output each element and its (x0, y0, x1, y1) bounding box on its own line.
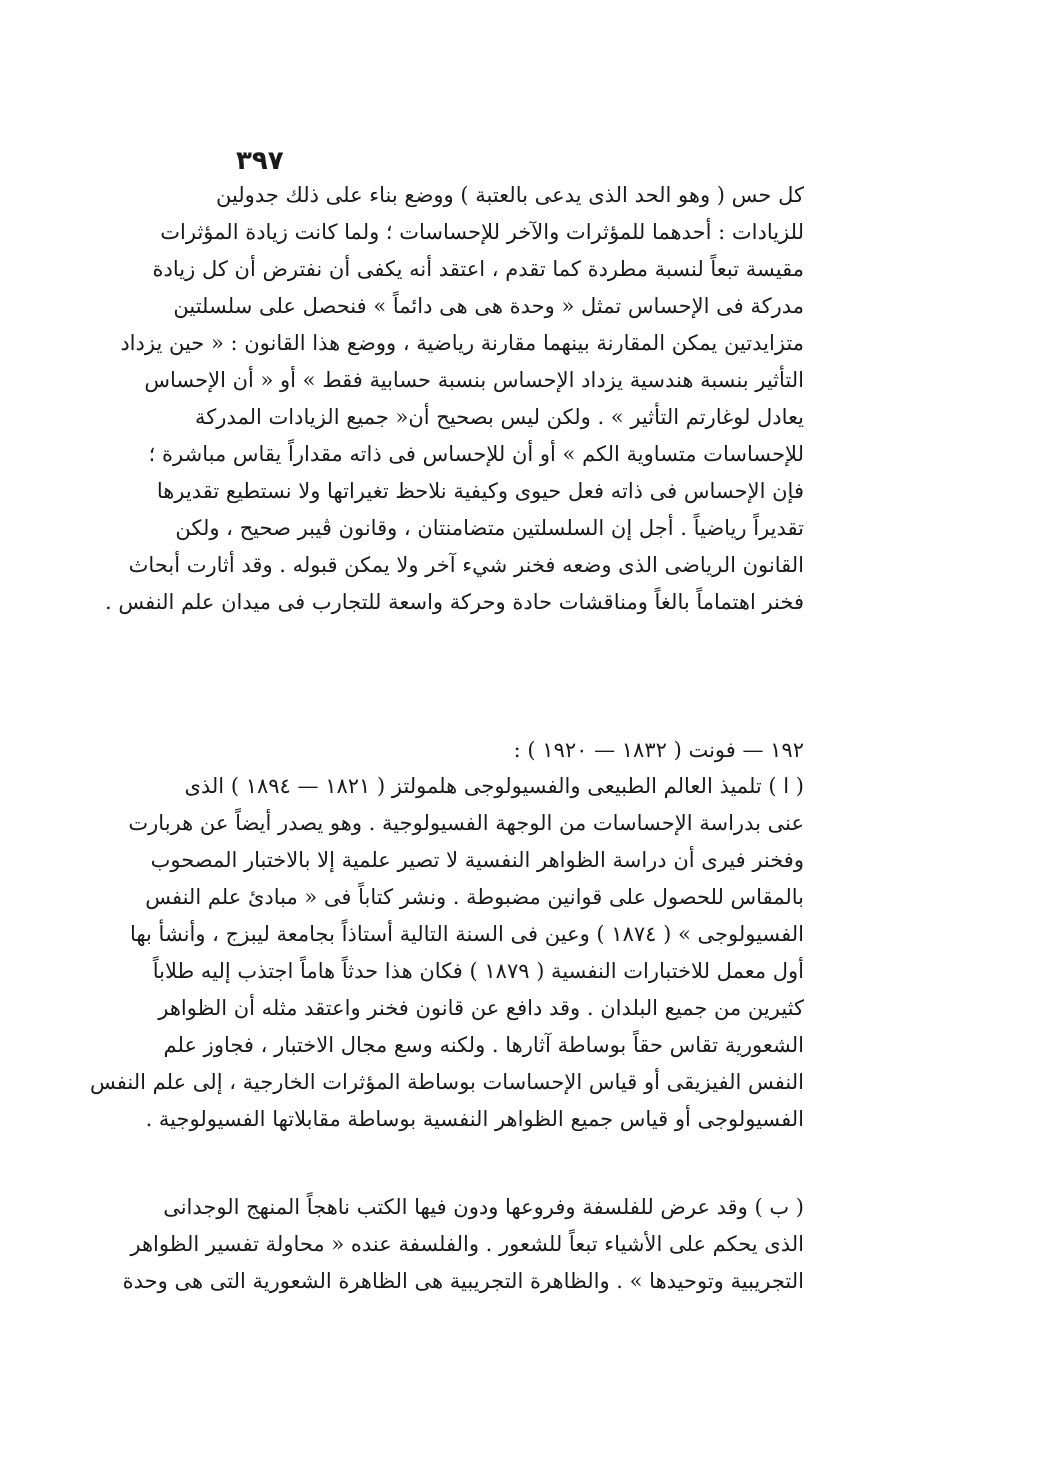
text-line: أول معمل للاختبارات النفسية ( ١٨٧٩ ) فكان هذا حدثاً هاماً اجتذب إليه طلاباً (152, 959, 804, 983)
section-heading: ١٩٢ — فونت ( ١٨٣٢ — ١٩٢٠ ) : (513, 738, 804, 762)
text-line: ( ب ) وقد عرض للفلسفة وفروعها ودون فيها الكتب ناهجاً المنهج الوجدانى (163, 1195, 804, 1219)
text-line: مدركة فى الإحساس تمثل « وحدة هى هى دائماً » فنحصل على سلسلتين (173, 294, 804, 318)
paragraph-weber-fechner (104, 177, 804, 621)
text-line: وفخنر فيرى أن دراسة الظواهر النفسية لا تصير علمية إلا بالاختبار المصحوب (150, 848, 804, 872)
text-line: كل حس ( وهو الحد الذى يدعى بالعتبة ) ووضع بناء على ذلك جدولين (215, 183, 804, 207)
text-line: للإحساسات متساوية الكم » أو أن للإحساس فى ذاته مقداراً يقاس مباشرة ؛ (148, 442, 804, 466)
text-line: التأثير بنسبة هندسية يزداد الإحساس بنسبة حسابية فقط » أو « أن الإحساس (144, 368, 804, 392)
text-line: عنى بدراسة الإحساسات من الوجهة الفسيولوجية . وهو يصدر أيضاً عن هربارت (128, 811, 804, 835)
text-line: فخنر اهتماماً بالغاً ومناقشات حادة وحركة واسعة للتجارب فى ميدان علم النفس . (104, 590, 804, 614)
text-line: كثيرين من جميع البلدان . وقد دافع عن قانون فخنر واعتقد مثله أن الظواهر (158, 996, 804, 1020)
text-line: الفسيولوجى أو قياس جميع الظواهر النفسية بوساطة مقابلاتها الفسيولوجية . (145, 1107, 804, 1131)
text-line: مقيسة تبعاً لنسبة مطردة كما تقدم ، اعتقد أنه يكفى أن نفترض أن كل زيادة (152, 257, 804, 281)
page-number: ٣٩٧ (236, 146, 284, 176)
text-line: القانون الرياضى الذى وضعه فخنر شيء آخر ولا يمكن قبوله . وقد أثارت أبحاث (128, 553, 804, 577)
text-line: متزايدتين يمكن المقارنة بينهما مقارنة رياضية ، ووضع هذا القانون : « حين يزداد (120, 331, 804, 355)
text-line: التجريبية وتوحيدها » . والظاهرة التجريبية هى الظاهرة الشعورية التى هى وحدة (122, 1269, 804, 1293)
text-line: بالمقاس للحصول على قوانين مضبوطة . ونشر كتاباً فى « مبادئ علم النفس (145, 885, 804, 909)
text-line: ( ا ) تلميذ العالم الطبيعى والفسيولوجى هلمولتز ( ١٨٢١ — ١٨٩٤ ) الذى (184, 774, 804, 798)
text-line: الشعورية تقاس حقاً بوساطة آثارها . ولكنه وسع مجال الاختبار ، فجاوز علم (163, 1033, 804, 1057)
text-line: تقديراً رياضياً . أجل إن السلسلتين متضامنتان ، وقانون ڤيبر صحيح ، ولكن (175, 516, 804, 540)
text-line: الذى يحكم على الأشياء تبعاً للشعور . والفلسفة عنده « محاولة تفسير الظواهر (130, 1232, 804, 1256)
text-line: الفسيولوجى » ( ١٨٧٤ ) وعين فى السنة التالية أستاذاً بجامعة ليبزج ، وأنشأ بها (129, 922, 804, 946)
text-line: يعادل لوغارتم التأثير » . ولكن ليس بصحيح أن« جميع الزيادات المدركة (195, 405, 804, 429)
paragraph-wundt-a (90, 768, 804, 1138)
text-line: فإن الإحساس فى ذاته فعل حيوى وكيفية نلاحظ تغيراتها ولا نستطيع تقديرها (156, 479, 804, 503)
text-line: للزيادات : أحدهما للمؤثرات والآخر للإحساسات ؛ ولما كانت زيادة المؤثرات (160, 220, 804, 244)
text-line: النفس الفيزيقى أو قياس الإحساسات بوساطة المؤثرات الخارجية ، إلى علم النفس (90, 1070, 804, 1094)
paragraph-wundt-b (122, 1189, 804, 1300)
